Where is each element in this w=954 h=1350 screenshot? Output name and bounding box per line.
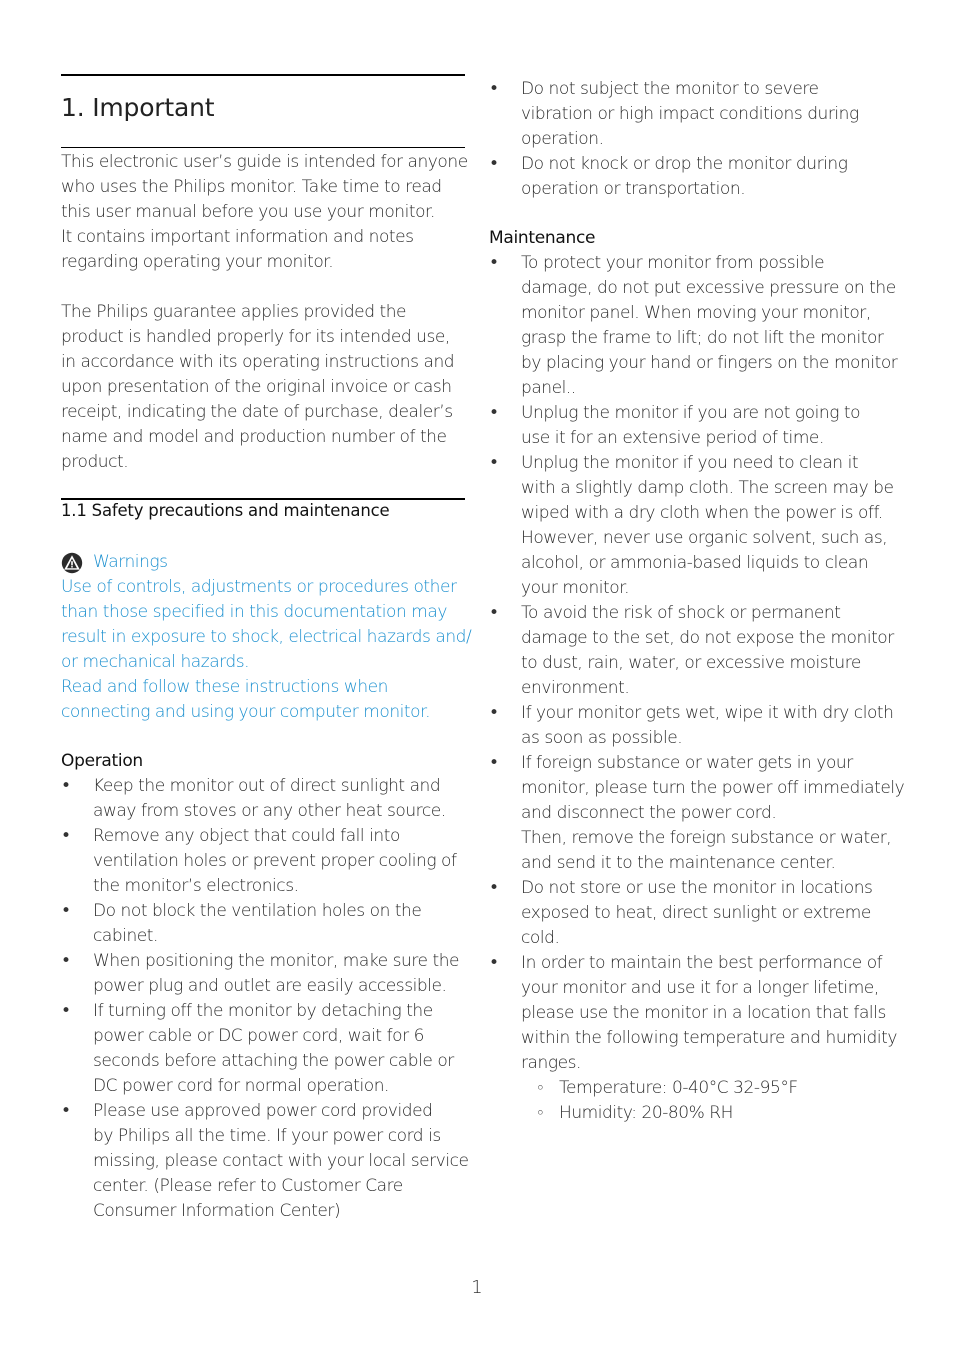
list-item-line: within the following temperature and humidity [521, 1028, 897, 1048]
list-item-line: • Keep the monitor out of direct sunlight and [93, 776, 441, 796]
list-item [489, 251, 899, 401]
list-item [489, 751, 905, 876]
list-item-line: monitor panel. When moving your monitor, [521, 303, 871, 323]
operation-list [61, 774, 469, 1224]
list-item-line: ventilation holes or prevent proper cooling of [93, 851, 457, 871]
list-item-line: away from stoves or any other heat source. [93, 801, 446, 821]
list-item-line: and send it to the maintenance center. [521, 853, 836, 873]
range-item-text: ◦ Humidity: 20-80% RH [559, 1103, 733, 1123]
list-item-line: exposed to heat, direct sunlight or extreme [521, 903, 871, 923]
text-line: receipt, indicating the date of purchase, dealer’s [61, 402, 453, 422]
heading-underline [61, 147, 465, 148]
warning-line: Read and follow these instructions when [61, 677, 388, 697]
text-line: product. [61, 452, 129, 472]
list-item-line: wiped with a dry cloth when the power is off. [521, 503, 883, 523]
list-item-line: • If your monitor gets wet, wipe it with dry cloth [521, 703, 894, 723]
list-item-line: However, never use organic solvent, such as, [521, 528, 888, 548]
warnings-block [61, 550, 472, 725]
list-item [61, 999, 465, 1099]
list-item-line: center. (Please refer to Customer Care [93, 1176, 403, 1196]
list-item-line: use it for an extensive period of time. [521, 428, 824, 448]
list-item-line: your monitor and use it for a longer lifetime, [521, 978, 879, 998]
ranges-list [489, 1076, 899, 1126]
list-item-line: • In order to maintain the best performance of [521, 953, 883, 973]
range-item [521, 1076, 899, 1101]
list-item-line: • If foreign substance or water gets in your [521, 753, 853, 773]
list-item-line: • Please use approved power cord provided [93, 1101, 433, 1121]
page-title: 1. Important [61, 93, 215, 122]
list-item-line: grasp the frame to lift; do not lift the monitor [521, 328, 884, 348]
list-item-line: power cable or DC power cord, wait for 6 [93, 1026, 424, 1046]
list-item-line: • Do not knock or drop the monitor during [521, 154, 848, 174]
warnings-header [61, 550, 465, 575]
list-item-line: cold. [521, 928, 560, 948]
list-item-line: to dust, rain, water, or excessive moisture [521, 653, 861, 673]
range-item-text: ◦ Temperature: 0-40°C 32-95°F [559, 1078, 798, 1098]
list-item [489, 701, 899, 751]
list-item-line: damage, do not put excessive pressure on the [521, 278, 896, 298]
list-item-line: • Unplug the monitor if you need to clean it [521, 453, 859, 473]
text-line: upon presentation of the original invoice or cash [61, 377, 452, 397]
list-item-line: please use the monitor in a location that falls [521, 1003, 886, 1023]
intro-block [61, 150, 468, 275]
text-line: in accordance with its operating instructions and [61, 352, 455, 372]
list-item-line: environment. [521, 678, 630, 698]
list-item-line: monitor, please turn the power off immediately [521, 778, 905, 798]
text-line: this user manual before you use your monitor. [61, 202, 435, 222]
text-line: name and model and production number of the [61, 427, 447, 447]
list-item-line: missing, please contact with your local service [93, 1151, 469, 1171]
list-item-line: • To avoid the risk of shock or permanent [521, 603, 841, 623]
warning-line: than those specified in this documentation may [61, 602, 447, 622]
list-item-line: • Do not block the ventilation holes on the [93, 901, 422, 921]
list-item-line: DC power cord for normal operation. [93, 1076, 389, 1096]
list-item-line: by placing your hand or fingers on the monitor [521, 353, 898, 373]
list-item-line: panel.. [521, 378, 576, 398]
text-line: regarding operating your monitor. [61, 252, 334, 272]
list-item-line: with a slightly damp cloth. The screen may be [521, 478, 894, 498]
warnings-text [61, 575, 472, 725]
list-item-line: your monitor. [521, 578, 630, 598]
list-item [489, 401, 899, 451]
list-item [489, 876, 899, 951]
list-item [489, 601, 899, 701]
maintenance-block [489, 226, 905, 1126]
warning-triangle-icon [61, 552, 83, 574]
list-item [61, 899, 465, 949]
list-item-line: and disconnect the power cord. [521, 803, 777, 823]
list-item [489, 951, 899, 1076]
list-item-line: alcohol, or ammonia-based liquids to clean [521, 553, 869, 573]
list-item-line: Then, remove the foreign substance or water, [521, 828, 892, 848]
operation-continued-block [489, 77, 899, 202]
warning-line: result in exposure to shock, electrical hazards and/ [61, 627, 472, 647]
list-item-line: damage to the set, do not expose the monitor [521, 628, 894, 648]
list-item-line: cabinet. [93, 926, 158, 946]
warning-line: or mechanical hazards. [61, 652, 250, 672]
list-item [489, 77, 899, 152]
list-item-line: • If turning off the monitor by detaching the [93, 1001, 433, 1021]
maintenance-title: Maintenance [489, 228, 596, 248]
text-line: The Philips guarantee applies provided the [61, 302, 407, 322]
operation-block [61, 749, 469, 1224]
list-item-line: • When positioning the monitor, make sure the [93, 951, 460, 971]
operation-title: Operation [61, 751, 143, 771]
guarantee-block [61, 300, 465, 475]
list-item-line: operation or transportation. [521, 179, 746, 199]
list-item-line: as soon as possible. [521, 728, 683, 748]
list-item-line: by Philips all the time. If your power cord is [93, 1126, 441, 1146]
warnings-title: Warnings [93, 552, 168, 572]
list-item-line: Consumer Information Center) [93, 1201, 341, 1221]
list-item-line: ranges. [521, 1053, 581, 1073]
text-line: who uses the Philips monitor. Take time to read [61, 177, 442, 197]
page-number: 1 [471, 1277, 483, 1298]
warning-line: Use of controls, adjustments or procedures other [61, 577, 457, 597]
list-item-line: • Remove any object that could fall into [93, 826, 400, 846]
list-item [61, 774, 465, 824]
list-item-line: power plug and outlet are easily accessible. [93, 976, 447, 996]
list-item [489, 451, 899, 601]
list-item-line: the monitor’s electronics. [93, 876, 299, 896]
text-line: This electronic user’s guide is intended for anyone [61, 152, 468, 172]
intro-paragraph [61, 150, 468, 275]
text-line: It contains important information and notes [61, 227, 414, 247]
list-item [489, 152, 899, 202]
list-item-line: seconds before attaching the power cable or [93, 1051, 454, 1071]
warning-line: connecting and using your computer monitor. [61, 702, 431, 722]
top-rule [61, 74, 465, 76]
list-item-line: • To protect your monitor from possible [521, 253, 825, 273]
section-title: 1.1 Safety precautions and maintenance [61, 501, 390, 520]
list-item [61, 824, 465, 899]
maintenance-list [489, 251, 905, 1076]
list-item-line: • Unplug the monitor if you are not going to [521, 403, 861, 423]
guarantee-paragraph [61, 300, 465, 475]
list-item-line: • Do not store or use the monitor in locations [521, 878, 873, 898]
list-item [61, 1099, 469, 1224]
list-item-line: • Do not subject the monitor to severe [521, 79, 819, 99]
list-item-line: vibration or high impact conditions during [521, 104, 859, 124]
text-line: product is handled properly for its intended use, [61, 327, 450, 347]
range-item [521, 1101, 899, 1126]
list-item-line: operation. [521, 129, 604, 149]
operation-continued-list [489, 77, 899, 202]
list-item [61, 949, 465, 999]
